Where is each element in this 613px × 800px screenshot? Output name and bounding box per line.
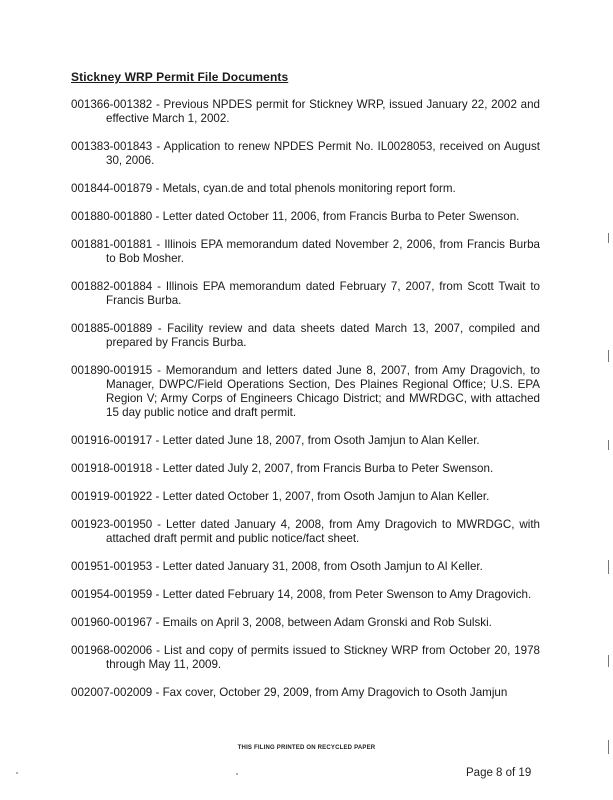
- scan-edge-mark: [608, 233, 609, 243]
- page-heading: Stickney WRP Permit File Documents: [71, 70, 289, 84]
- list-item: [71, 98, 540, 126]
- list-item: [71, 616, 540, 630]
- entry-text: Letter dated January 31, 2008, from Osoth Jamjun to Al Keller.: [162, 560, 483, 573]
- entry-separator: -: [152, 238, 165, 251]
- list-item: [71, 490, 540, 504]
- entry-text: Memorandum and letters dated June 8, 2007, from Amy Dragovich, to Manager, DWPC/Field Operations Section, Des Plaines Regional Office; U.S. EPA Region V; Army Corps of Engineers Chicago District; and MWRDGC, with attached 15 day public notice and draft permit.: [106, 364, 540, 419]
- entry-separator: -: [152, 140, 164, 153]
- document-entry-list: [71, 98, 540, 700]
- entry-text: Illinois EPA memorandum dated November 2, 2006, from Francis Burba to Bob Mosher.: [106, 238, 540, 265]
- scan-edge-mark: [608, 440, 609, 450]
- list-item: [71, 364, 540, 420]
- scan-edge-mark: [608, 560, 609, 574]
- list-item: [71, 434, 540, 448]
- list-item: [71, 280, 540, 308]
- entry-separator: -: [152, 462, 163, 475]
- entry-separator: -: [152, 616, 163, 629]
- page-number: Page 8 of 19: [466, 767, 532, 779]
- entry-range: 002007-002009: [71, 686, 153, 699]
- entry-range: 001844-001879: [71, 182, 153, 195]
- entry-separator: -: [152, 322, 168, 335]
- list-item: [71, 644, 540, 672]
- entry-range: 001882-001884: [71, 280, 153, 293]
- list-item: [71, 588, 540, 602]
- entry-range: 001885-001889: [71, 322, 153, 335]
- entry-separator: -: [152, 280, 166, 293]
- entry-text: Facility review and data sheets dated March 13, 2007, compiled and prepared by Francis Burba.: [106, 322, 540, 349]
- entry-text: Letter dated February 14, 2008, from Peter Swenson to Amy Dragovich.: [162, 588, 532, 601]
- entry-range: 001366-001382: [71, 98, 153, 111]
- entry-separator: -: [152, 364, 166, 377]
- entry-text: Letter dated July 2, 2007, from Francis Burba to Peter Swenson.: [162, 462, 494, 475]
- entry-text: Letter dated October 1, 2007, from Osoth Jamjun to Alan Keller.: [162, 490, 490, 503]
- entry-range: 001951-001953: [71, 560, 153, 573]
- scan-edge-mark: [608, 740, 609, 754]
- entry-text: List and copy of permits issued to Stickney WRP from October 20, 1978 through May 11, 2009.: [106, 644, 540, 671]
- entry-range: 001968-002006: [71, 644, 153, 657]
- list-item: [71, 210, 540, 224]
- entry-range: 001923-001950: [71, 518, 153, 531]
- entry-range: 001881-001881: [71, 238, 153, 251]
- entry-separator: -: [152, 518, 166, 531]
- entry-text: Illinois EPA memorandum dated February 7, 2007, from Scott Twait to Francis Burba.: [106, 280, 540, 307]
- entry-range: 001880-001880: [71, 210, 153, 223]
- entry-text: Letter dated June 18, 2007, from Osoth Jamjun to Alan Keller.: [162, 434, 480, 447]
- list-item: [71, 686, 540, 700]
- entry-text: Application to renew NPDES Permit No. IL0028053, received on August 30, 2006.: [106, 140, 540, 167]
- entry-text: Previous NPDES permit for Stickney WRP, issued January 22, 2002 and effective March 1, 2002.: [106, 98, 540, 125]
- list-item: [71, 462, 540, 476]
- list-item: [71, 560, 540, 574]
- scan-speck: [16, 772, 18, 774]
- entry-separator: -: [152, 434, 163, 447]
- list-item: [71, 518, 540, 546]
- entry-separator: -: [152, 490, 163, 503]
- scan-speck: [236, 773, 238, 775]
- entry-separator: -: [152, 588, 163, 601]
- entry-text: Metals, cyan.de and total phenols monitoring report form.: [162, 182, 456, 195]
- entry-text: Emails on April 3, 2008, between Adam Gronski and Rob Sulski.: [162, 616, 492, 629]
- entry-range: 001919-001922: [71, 490, 153, 503]
- entry-range: 001918-001918: [71, 462, 153, 475]
- entry-range: 001954-001959: [71, 588, 153, 601]
- entry-range: 001960-001967: [71, 616, 153, 629]
- list-item: [71, 238, 540, 266]
- entry-range: 001890-001915: [71, 364, 153, 377]
- entry-separator: -: [152, 210, 163, 223]
- list-item: [71, 182, 540, 196]
- entry-range: 001383-001843: [71, 140, 153, 153]
- entry-text: Letter dated January 4, 2008, from Amy Dragovich to MWRDGC, with attached draft permit and public notice/fact sheet.: [106, 518, 540, 545]
- list-item: [71, 140, 540, 168]
- entry-separator: -: [152, 644, 164, 657]
- entry-separator: -: [152, 686, 163, 699]
- scan-edge-mark: [608, 655, 609, 667]
- recycled-paper-note: THIS FILING PRINTED ON RECYCLED PAPER: [237, 745, 376, 751]
- entry-separator: -: [152, 560, 163, 573]
- entry-range: 001916-001917: [71, 434, 153, 447]
- entry-text: Letter dated October 11, 2006, from Francis Burba to Peter Swenson.: [162, 210, 520, 223]
- entry-separator: -: [152, 182, 163, 195]
- list-item: [71, 322, 540, 350]
- entry-separator: -: [152, 98, 164, 111]
- scan-edge-mark: [608, 350, 609, 362]
- entry-text: Fax cover, October 29, 2009, from Amy Dragovich to Osoth Jamjun: [162, 686, 508, 699]
